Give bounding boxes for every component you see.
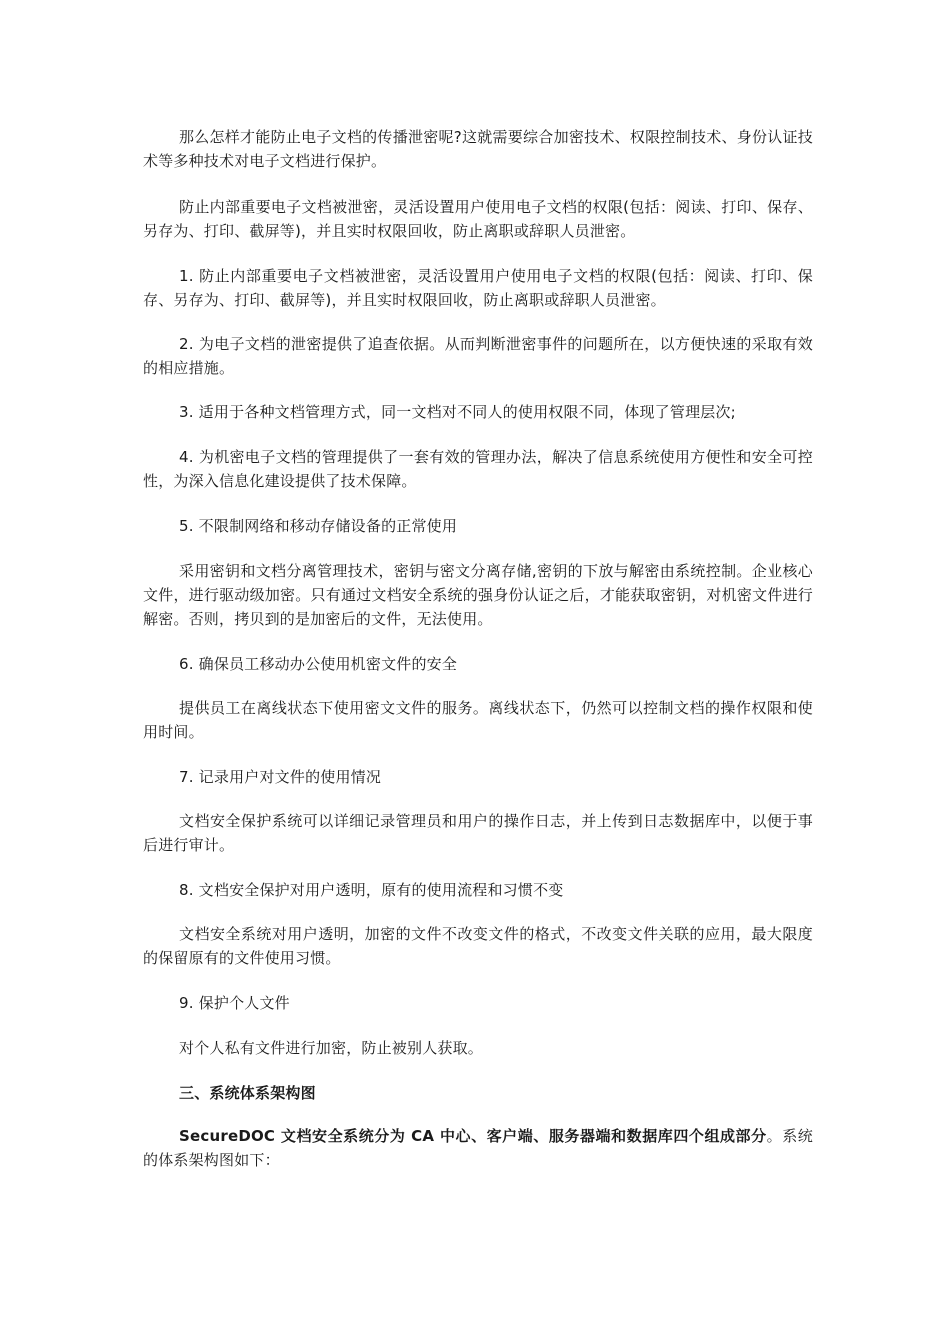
paragraph-item-1: 1. 防止内部重要电子文档被泄密，灵活设置用户使用电子文档的权限(包括：阅读、打印、保存、另存为、打印、截屏等)，并且实时权限回收，防止离职或辞职人员泄密。: [143, 267, 813, 309]
paragraph-permission: 防止内部重要电子文档被泄密，灵活设置用户使用电子文档的权限(包括：阅读、打印、保存、另存为、打印、截屏等)，并且实时权限回收，防止离职或辞职人员泄密。: [143, 198, 813, 240]
paragraph-item-8-detail: 文档安全系统对用户透明，加密的文件不改变文件的格式，不改变文件关联的应用，最大限度的保留原有的文件使用习惯。: [143, 925, 813, 967]
paragraph-item-7: 7. 记录用户对文件的使用情况: [179, 768, 382, 786]
architecture-intro-rest: 。系统的体系架构图如下：: [143, 1127, 813, 1169]
paragraph-item-3: 3. 适用于各种文档管理方式，同一文档对不同人的使用权限不同，体现了管理层次;: [179, 403, 736, 421]
section-heading-architecture: 三、系统体系架构图: [179, 1084, 316, 1102]
paragraph-item-8: 8. 文档安全保护对用户透明，原有的使用流程和习惯不变: [179, 881, 564, 899]
paragraph-item-6-detail: 提供员工在离线状态下使用密文文件的服务。离线状态下，仍然可以控制文档的操作权限和使用时间。: [143, 699, 813, 741]
paragraph-item-5-detail: 采用密钥和文档分离管理技术，密钥与密文分离存储,密钥的下放与解密由系统控制。企业核心文件，进行驱动级加密。只有通过文档安全系统的强身份认证之后，才能获取密钥，对机密文件进行解密。否则，拷贝到的是加密后的文件，无法使用。: [143, 562, 813, 628]
paragraph-item-9: 9. 保护个人文件: [179, 994, 290, 1012]
paragraph-architecture-intro: [143, 1124, 813, 1172]
paragraph-item-5: 5. 不限制网络和移动存储设备的正常使用: [179, 517, 458, 535]
paragraph-item-9-detail: 对个人私有文件进行加密，防止被别人获取。: [179, 1039, 484, 1057]
architecture-intro-bold: SecureDOC 文档安全系统分为 CA 中心、客户端、服务器端和数据库四个组成部分: [179, 1127, 767, 1145]
paragraph-intro: 那么怎样才能防止电子文档的传播泄密呢?这就需要综合加密技术、权限控制技术、身份认证技术等多种技术对电子文档进行保护。: [143, 128, 813, 170]
paragraph-item-4: 4. 为机密电子文档的管理提供了一套有效的管理办法，解决了信息系统使用方便性和安全可控性，为深入信息化建设提供了技术保障。: [143, 448, 813, 490]
paragraph-item-2: 2. 为电子文档的泄密提供了追查依据。从而判断泄密事件的问题所在，以方便快速的采取有效的相应措施。: [143, 335, 813, 377]
paragraph-item-7-detail: 文档安全保护系统可以详细记录管理员和用户的操作日志，并上传到日志数据库中，以便于事后进行审计。: [143, 812, 813, 854]
paragraph-item-6: 6. 确保员工移动办公使用机密文件的安全: [179, 655, 458, 673]
